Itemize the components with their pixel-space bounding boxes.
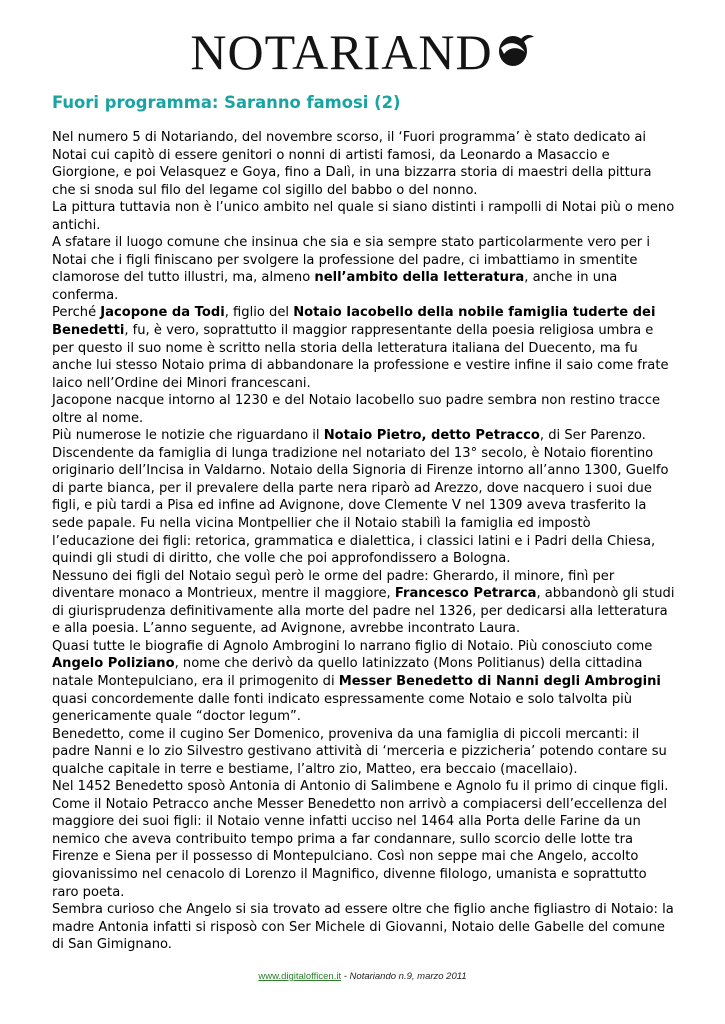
bold-text: Francesco Petrarca xyxy=(394,586,537,602)
article-paragraph xyxy=(52,638,677,726)
paragraph-text: Più numerose le notizie che riguardano il xyxy=(52,428,324,444)
article-paragraph xyxy=(52,427,677,567)
paragraph-text: Nessuno dei figli del Notaio seguì però le orme del padre: Gherardo, il minore, finì per diventare monaco a Montrieux, mentre il maggiore, xyxy=(52,568,615,602)
bold-text: Jacopone da Todi xyxy=(100,305,225,321)
paragraph-text: Come il Notaio Petracco anche Messer Benedetto non arrivò a compiacersi dell’eccellenza del maggiore dei suoi figli: il Notaio venne infatti ucciso nel 1464 alla Porta delle Farine da un nemico che aveva contribuito tempo prima a far condannare, sullo scorcio delle lotte tra Firenze e Siena per il possesso di Montepulciano. Così non seppe mai che Angelo, accolto giovanissimo nel cenacolo di Lorenzo il Magnifico, divenne filologo, umanista e soprattutto raro poeta. xyxy=(52,796,668,900)
footer-issue-text: - Notariando n.9, marzo 2011 xyxy=(341,971,467,982)
article-paragraph xyxy=(52,304,677,392)
article-paragraph xyxy=(52,726,677,779)
paragraph-text: Sembra curioso che Angelo si sia trovato ad essere oltre che figlio anche figliastro di Notaio: la madre Antonia infatti si risposò con Ser Michele di Giovanni, Notaio delle Gabelle del comune di San Gimignano. xyxy=(52,902,674,953)
paragraph-text: , abbandonò gli studi di giurisprudenza definitivamente alla morte del padre nel 1326, per dedicarsi alla letteratura e alla poesia. L’anno seguente, ad Avignone, avrebbe incontrato Laura. xyxy=(52,586,675,637)
bold-text: Messer Benedetto di Nanni degli Ambrogini xyxy=(338,673,661,689)
article-paragraph xyxy=(52,392,677,427)
article-paragraph xyxy=(52,796,677,901)
paragraph-text: , fu, è vero, soprattutto il maggior rappresentante della poesia religiosa umbra e per questo il suo nome è scritto nella storia della letteratura italiana del Duecento, ma fu anche lui stesso Notaio prima di abbandonare la professione e vestire infine il saio come frate laico nell’Ordine dei Minori francescani. xyxy=(52,323,669,391)
paragraph-text: Quasi tutte le biografie di Agnolo Ambrogini lo narrano figlio di Notaio. Più conosciuto come xyxy=(52,638,653,654)
article-paragraph xyxy=(52,901,677,954)
bold-text: Notaio Pietro, detto Petracco xyxy=(323,428,540,444)
page-footer xyxy=(0,971,725,982)
paragraph-text: , anche in una conferma. xyxy=(52,270,618,303)
ink-drop-o-icon xyxy=(495,30,535,70)
article-paragraph xyxy=(52,568,677,638)
paragraph-text: Benedetto, come il cugino Ser Domenico, proveniva da una famiglia di piccoli mercanti: il padre Nanni e lo zio Silvestro gestivano attività di ‘merceria e pizzicheria’ potendo contare su qualche capitale in terre e bestiame, l’altro zio, Matteo, era beccaio (macellaio). xyxy=(52,726,667,777)
footer-link[interactable]: www.digitalofficen.it xyxy=(258,971,342,982)
paragraph-text: A sfatare il luogo comune che insinua che sia e sia sempre stato particolarmente vero per i Notai che i figli finiscano per svolgere la professione del padre, ci imbattiamo in smentite clamorose del tutto illustri, ma, almeno xyxy=(52,235,650,286)
article-paragraph xyxy=(52,199,677,234)
paragraph-text: , nome che derivò da quello latinizzato (Mons Politianus) della cittadina natale Montepulciano, era il primogenito di xyxy=(52,656,643,689)
article-title: Fuori programma: Saranno famosi (2) xyxy=(52,93,401,112)
article-paragraph xyxy=(52,234,677,304)
article-paragraph xyxy=(52,129,677,199)
paragraph-text: Nel 1452 Benedetto sposò Antonia di Antonio di Salimbene e Agnolo fu il primo di cinque figli. xyxy=(52,779,669,795)
bold-text: Angelo Poliziano xyxy=(52,656,175,672)
paragraph-text: Jacopone nacque intorno al 1230 e del Notaio Iacobello suo padre sembra non restino tracce oltre al nome. xyxy=(52,393,661,426)
masthead xyxy=(0,24,725,80)
paragraph-text: Perché xyxy=(52,305,101,321)
paragraph-text: Nel numero 5 di Notariando, del novembre scorso, il ‘Fuori programma’ è stato dedicato ai Notai cui capitò di essere genitori o nonni di artisti famosi, da Leonardo a Masaccio e Giorgione, e poi Velasquez e Goya, fino a Dalì, in una bizzarra storia di maestri della pittura che si snoda sul filo del legame col sigillo del babbo o del nonno. xyxy=(52,130,652,198)
article-paragraph xyxy=(52,778,677,796)
paragraph-text: quasi concordemente dalle fonti indicato espressamente come Notaio e solo talvolta più genericamente quale “doctor legum”. xyxy=(52,691,633,725)
article-body xyxy=(52,129,677,954)
notariando-logo: NOTARIAND xyxy=(190,24,493,80)
paragraph-text: , figlio del xyxy=(224,305,294,321)
paragraph-text: La pittura tuttavia non è l’unico ambito nel quale si siano distinti i rampolli di Notai più o meno antichi. xyxy=(52,200,675,233)
paragraph-text: , di Ser Parenzo. Discendente da famiglia di lunga tradizione nel notariato del 13° secolo, è Notaio fiorentino originario dell’Incisa in Valdarno. Notaio della Signoria di Firenze intorno all’anno 1300, Guelfo di parte bianca, per il prevalere della parte nera riparò ad Arezzo, dove nacquero i suoi due figli, e più tardi a Pisa ed infine ad Avignone, dove Clemente V nel 1309 aveva trasferito la sede papale. Fu nella vicina Montpellier che il Notaio stabilì la famiglia ed impostò l’educazione dei figli: retorica, grammatica e dialettica, i classici latini e i Padri della Chiesa, quindi gli studi di diritto, che volle che poi approfondissero a Bologna. xyxy=(52,428,669,567)
bold-text: nell’ambito della letteratura xyxy=(314,270,525,286)
bold-text: Notaio Iacobello della nobile famiglia tuderte dei Benedetti xyxy=(52,305,656,339)
